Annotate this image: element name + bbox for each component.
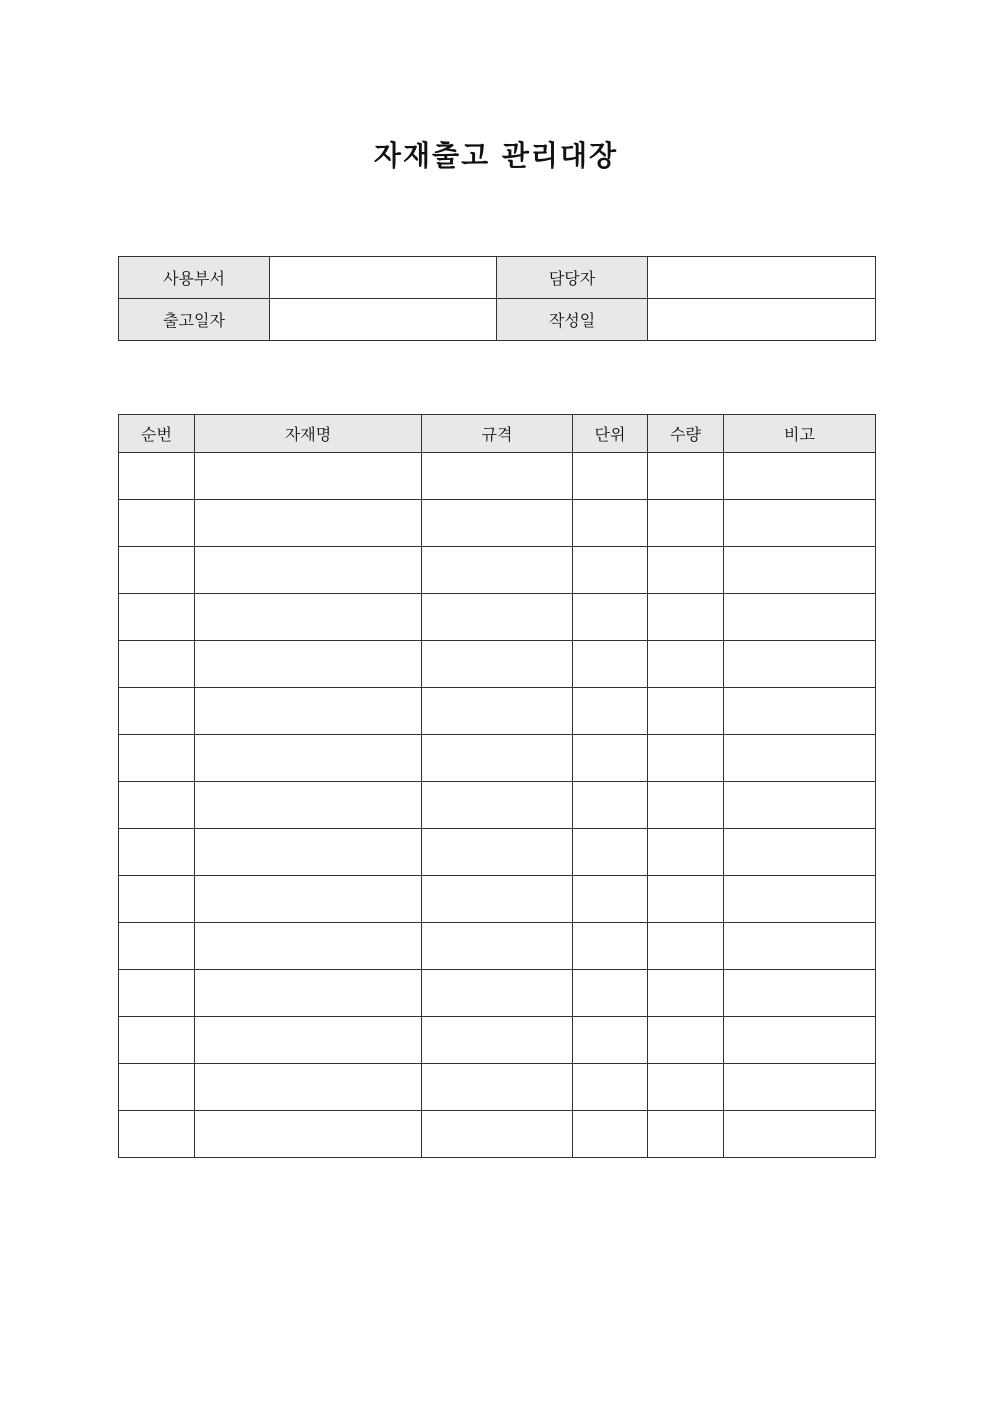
- written-date-field[interactable]: [648, 299, 876, 341]
- cell-spec[interactable]: [422, 500, 573, 547]
- cell-unit[interactable]: [573, 547, 648, 594]
- cell-quantity[interactable]: [648, 1017, 724, 1064]
- cell-remarks[interactable]: [724, 782, 876, 829]
- cell-quantity[interactable]: [648, 923, 724, 970]
- cell-remarks[interactable]: [724, 1064, 876, 1111]
- column-header-spec: 규격: [422, 415, 573, 453]
- cell-seq-number[interactable]: [119, 1111, 195, 1158]
- cell-spec[interactable]: [422, 1064, 573, 1111]
- table-row: [119, 876, 876, 923]
- page-title: 자재출고 관리대장: [373, 139, 619, 172]
- cell-spec[interactable]: [422, 688, 573, 735]
- cell-seq-number[interactable]: [119, 876, 195, 923]
- column-header-quantity: 수량: [648, 415, 724, 453]
- cell-spec[interactable]: [422, 735, 573, 782]
- cell-unit[interactable]: [573, 782, 648, 829]
- dept-field[interactable]: [270, 257, 497, 299]
- info-row: [119, 299, 876, 341]
- cell-remarks[interactable]: [724, 594, 876, 641]
- cell-seq-number[interactable]: [119, 688, 195, 735]
- cell-material-name[interactable]: [195, 1111, 422, 1158]
- cell-unit[interactable]: [573, 453, 648, 500]
- table-row: [119, 453, 876, 500]
- cell-unit[interactable]: [573, 876, 648, 923]
- cell-unit[interactable]: [573, 688, 648, 735]
- cell-spec[interactable]: [422, 782, 573, 829]
- table-row: [119, 923, 876, 970]
- column-header-seq-number: 순번: [119, 415, 195, 453]
- dept-label: 사용부서: [119, 257, 270, 299]
- cell-quantity[interactable]: [648, 688, 724, 735]
- table-body: [119, 453, 876, 1158]
- cell-seq-number[interactable]: [119, 970, 195, 1017]
- info-table: [118, 256, 876, 341]
- cell-seq-number[interactable]: [119, 829, 195, 876]
- cell-quantity[interactable]: [648, 500, 724, 547]
- cell-unit[interactable]: [573, 829, 648, 876]
- cell-material-name[interactable]: [195, 876, 422, 923]
- cell-unit[interactable]: [573, 641, 648, 688]
- cell-seq-number[interactable]: [119, 453, 195, 500]
- table-row: [119, 970, 876, 1017]
- table-row: [119, 688, 876, 735]
- cell-quantity[interactable]: [648, 1111, 724, 1158]
- table-header-row: [119, 415, 876, 453]
- cell-remarks[interactable]: [724, 688, 876, 735]
- cell-material-name[interactable]: [195, 923, 422, 970]
- cell-spec[interactable]: [422, 970, 573, 1017]
- cell-seq-number[interactable]: [119, 594, 195, 641]
- manager-label: 담당자: [497, 257, 648, 299]
- cell-quantity[interactable]: [648, 829, 724, 876]
- cell-remarks[interactable]: [724, 1017, 876, 1064]
- cell-remarks[interactable]: [724, 970, 876, 1017]
- cell-remarks[interactable]: [724, 876, 876, 923]
- cell-quantity[interactable]: [648, 1064, 724, 1111]
- column-header-material-name: 자재명: [195, 415, 422, 453]
- cell-spec[interactable]: [422, 1111, 573, 1158]
- cell-seq-number[interactable]: [119, 641, 195, 688]
- cell-spec[interactable]: [422, 547, 573, 594]
- cell-remarks[interactable]: [724, 1111, 876, 1158]
- cell-quantity[interactable]: [648, 876, 724, 923]
- table-row: [119, 735, 876, 782]
- table-row: [119, 829, 876, 876]
- column-header-remarks: 비고: [724, 415, 876, 453]
- cell-quantity[interactable]: [648, 735, 724, 782]
- table-row: [119, 1111, 876, 1158]
- table-row: [119, 1064, 876, 1111]
- cell-quantity[interactable]: [648, 547, 724, 594]
- cell-spec[interactable]: [422, 876, 573, 923]
- cell-seq-number[interactable]: [119, 782, 195, 829]
- cell-seq-number[interactable]: [119, 547, 195, 594]
- cell-spec[interactable]: [422, 453, 573, 500]
- cell-unit[interactable]: [573, 594, 648, 641]
- cell-spec[interactable]: [422, 1017, 573, 1064]
- table-row: [119, 547, 876, 594]
- cell-unit[interactable]: [573, 1064, 648, 1111]
- cell-spec[interactable]: [422, 829, 573, 876]
- cell-unit[interactable]: [573, 923, 648, 970]
- column-header-unit: 단위: [573, 415, 648, 453]
- table-row: [119, 641, 876, 688]
- cell-spec[interactable]: [422, 641, 573, 688]
- cell-quantity[interactable]: [648, 594, 724, 641]
- cell-quantity[interactable]: [648, 641, 724, 688]
- cell-quantity[interactable]: [648, 970, 724, 1017]
- cell-material-name[interactable]: [195, 970, 422, 1017]
- cell-seq-number[interactable]: [119, 1017, 195, 1064]
- info-row: [119, 257, 876, 299]
- cell-material-name[interactable]: [195, 829, 422, 876]
- cell-material-name[interactable]: [195, 594, 422, 641]
- cell-remarks[interactable]: [724, 500, 876, 547]
- cell-material-name[interactable]: [195, 688, 422, 735]
- table-row: [119, 500, 876, 547]
- cell-unit[interactable]: [573, 735, 648, 782]
- cell-quantity[interactable]: [648, 453, 724, 500]
- cell-spec[interactable]: [422, 923, 573, 970]
- cell-seq-number[interactable]: [119, 500, 195, 547]
- release-date-label: 출고일자: [119, 299, 270, 341]
- cell-seq-number[interactable]: [119, 735, 195, 782]
- cell-material-name[interactable]: [195, 500, 422, 547]
- cell-material-name[interactable]: [195, 547, 422, 594]
- cell-remarks[interactable]: [724, 829, 876, 876]
- table-row: [119, 1017, 876, 1064]
- cell-material-name[interactable]: [195, 1064, 422, 1111]
- table-row: [119, 594, 876, 641]
- cell-unit[interactable]: [573, 1017, 648, 1064]
- cell-remarks[interactable]: [724, 923, 876, 970]
- cell-material-name[interactable]: [195, 1017, 422, 1064]
- cell-material-name[interactable]: [195, 735, 422, 782]
- cell-material-name[interactable]: [195, 782, 422, 829]
- cell-seq-number[interactable]: [119, 923, 195, 970]
- table-row: [119, 782, 876, 829]
- cell-material-name[interactable]: [195, 641, 422, 688]
- cell-material-name[interactable]: [195, 453, 422, 500]
- cell-remarks[interactable]: [724, 547, 876, 594]
- written-date-label: 작성일: [497, 299, 648, 341]
- items-table: [118, 414, 876, 1158]
- cell-spec[interactable]: [422, 594, 573, 641]
- release-date-field[interactable]: [270, 299, 497, 341]
- cell-remarks[interactable]: [724, 735, 876, 782]
- cell-remarks[interactable]: [724, 453, 876, 500]
- cell-unit[interactable]: [573, 1111, 648, 1158]
- cell-remarks[interactable]: [724, 641, 876, 688]
- manager-field[interactable]: [648, 257, 876, 299]
- cell-unit[interactable]: [573, 500, 648, 547]
- cell-unit[interactable]: [573, 970, 648, 1017]
- cell-quantity[interactable]: [648, 782, 724, 829]
- cell-seq-number[interactable]: [119, 1064, 195, 1111]
